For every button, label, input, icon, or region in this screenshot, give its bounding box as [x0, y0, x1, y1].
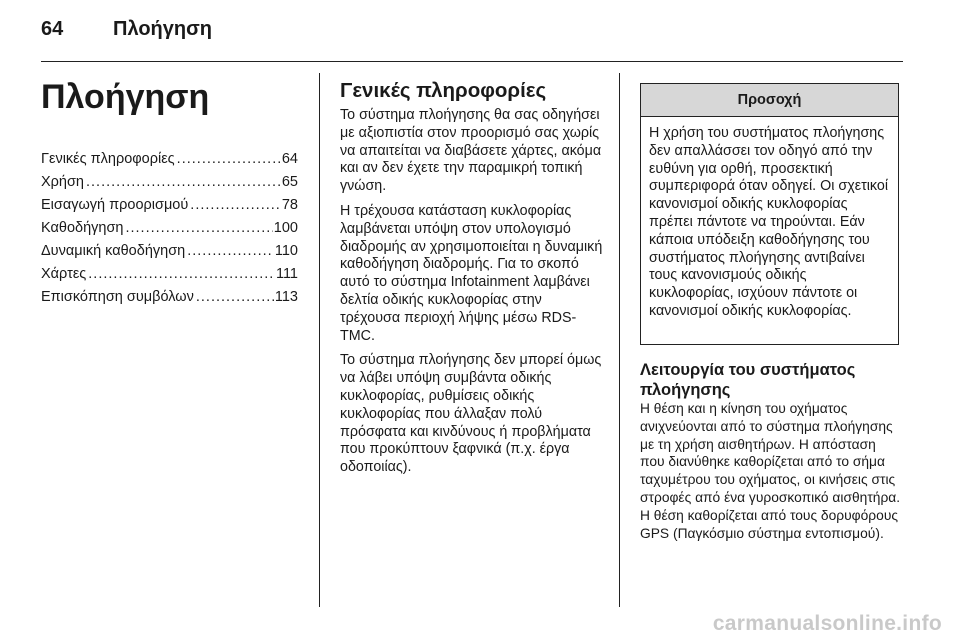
- toc-page-number: 113: [274, 289, 298, 305]
- toc-item-general-info[interactable]: [41, 148, 298, 171]
- toc-label: Δυναμική καθοδήγηση: [41, 243, 186, 259]
- caution-text: Η χρήση του συστήματος πλοήγησης δεν απαλλάσσει τον οδηγό από την ευθύνη για ορθή, προσεκτική συμπεριφορά όταν οδηγεί. Οι σχετικοί κανονισμοί οδικής κυκλοφορίας πρέπει πάντοτε να τηρούνται. Εάν κάποια υπόδειξη καθοδήγησης του συστήματος πλοήγησης αντιβαίνει τους κανονισμούς οδικής κυκλοφορίας, ισχύουν πάντοτε οι κανονισμοί οδικής κυκλοφορίας.: [649, 125, 888, 319]
- operation-section: [640, 360, 902, 549]
- paragraph: Το σύστημα πλοήγησης δεν μπορεί όμως να λάβει υπόψη συμβάντα οδικής κυκλοφορίας, ρυθμίσεις οδικής κυκλοφορίας που άλλαξαν πολύ πρόσφατα και κινδύνους ή προβλήματα που προκύπτουν ξαφνικά (π.χ. έργα οδοποιίας).: [340, 352, 602, 476]
- toc-page-number: 64: [281, 151, 298, 167]
- watermark: carmanualsonline.info: [712, 612, 942, 635]
- section-heading: Γενικές πληροφορίες: [340, 79, 547, 102]
- toc-leader-dots: [187, 240, 274, 263]
- toc-page-number: 111: [275, 266, 298, 282]
- toc-page-number: 65: [281, 174, 298, 190]
- toc-label: Επισκόπηση συμβόλων: [41, 289, 194, 305]
- toc-label: Εισαγωγή προορισμού: [41, 197, 189, 213]
- page-header: [41, 18, 901, 48]
- paragraph: Το σύστημα πλοήγησης θα σας οδηγήσει με αξιοπιστία στον προορισμό σας χωρίς να απαιτείται να διαβάσετε χάρτες, ακόμα και αν δεν έχετε την παραμικρή τοπική γνώση.: [340, 107, 602, 195]
- paragraph: Η θέση και η κίνηση του οχήματος ανιχνεύονται από το σύστημα πλοήγησης με τη χρήση αισθητήρων. Η απόσταση που διανύθηκε καθορίζεται από το σήμα ταχυμέτρου του οχήματος, οι κινήσεις στις στροφές από ένα γυροσκοπικό αισθητήρα. Η θέση καθορίζεται από τους δορυφόρους GPS (Παγκόσμιο σύστημα εντοπισμού).: [640, 401, 901, 541]
- toc-label: Γενικές πληροφορίες: [41, 151, 175, 167]
- toc-leader-dots: [196, 286, 274, 309]
- toc-leader-dots: [125, 217, 272, 240]
- toc-page-number: 110: [274, 243, 298, 259]
- toc-leader-dots: [88, 263, 275, 286]
- column-divider-right: [619, 73, 620, 607]
- caution-title: Προσοχή: [641, 84, 898, 117]
- page-number: 64: [41, 18, 64, 40]
- toc-item-usage[interactable]: [41, 171, 298, 194]
- toc-label: Χρήση: [41, 174, 84, 190]
- toc-item-guidance[interactable]: [41, 217, 298, 240]
- toc-label: Καθοδήγηση: [41, 220, 124, 236]
- toc-page-number: 78: [281, 197, 298, 213]
- toc-item-destination-input[interactable]: [41, 194, 298, 217]
- toc-leader-dots: [86, 171, 281, 194]
- caution-box: [640, 83, 899, 345]
- toc-item-symbol-overview[interactable]: [41, 286, 298, 309]
- section-heading: Λειτουργία του συστήματος πλοήγησης: [640, 361, 856, 399]
- column-divider-left: [319, 73, 320, 607]
- paragraph: Η τρέχουσα κατάσταση κυκλοφορίας λαμβάνεται υπόψη στον υπολογισμό διαδρομής αν χρησιμοποιείται η δυναμική καθοδήγηση διαδρομής. Για το σκοπό αυτό το σύστημα Infotainment λαμβάνει δελτία οδικής κυκλοφορίας στην τρέχουσα περιοχή λήψης μέσω RDS-TMC.: [340, 202, 603, 344]
- toc-page-number: 100: [273, 220, 298, 236]
- header-rule: [41, 61, 903, 62]
- toc-item-dynamic-guidance[interactable]: [41, 240, 298, 263]
- general-info-section: [340, 78, 604, 484]
- toc-leader-dots: [190, 194, 281, 217]
- toc-label: Χάρτες: [41, 266, 87, 282]
- running-title: Πλοήγηση: [113, 18, 212, 40]
- toc-item-maps[interactable]: [41, 263, 298, 286]
- chapter-title: Πλοήγηση: [41, 78, 210, 116]
- table-of-contents: [41, 148, 298, 309]
- toc-leader-dots: [177, 148, 281, 171]
